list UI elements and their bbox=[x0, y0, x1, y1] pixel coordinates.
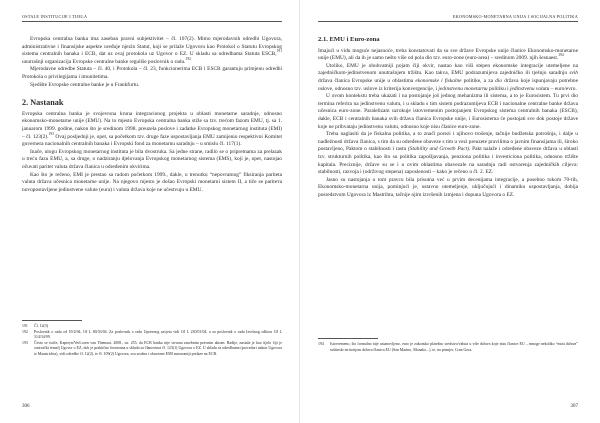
right-page bbox=[300, 0, 600, 423]
footnote: 194 Istovremeno, što formalno nije ustanovljeno, euro je zakonsko platežno sredstvo/valuta u više država koje nisu članice EU – mnoge nekoliko “mini država” suštinski teritorijom država članica EU (San Marino, Monako...), te, na primjer, Crna Gora. bbox=[318, 342, 578, 352]
right-body bbox=[318, 36, 578, 199]
paragraph: Inače, ulogu Evropskog monetarnog instituta je bila dvostruka. Sa jedne strane, radilo se o pripremama za prelazak u treću fazu EMU, a, sa druge, o nadziranju djelovanja Evropskog monetarnog sistema (EMS), koji je, opet, nastojao očuvati paritet valuta država članica u određenim okvirima. bbox=[22, 148, 282, 170]
paragraph: Jasno su nastojanja u tom pravcu bila prisutna već u prvim decenijama integracije, a posebno tokom 70-tih, Ekonomsko-monetarna unija, pominjući je, ustavno utemeljenje, uključujući i dinamiku uspostavljanja, dobija posredstvom Ugovora iz Mastrihta, tačnije njim izvršenih izmjena i dopuna Ugovora o EZ. bbox=[318, 176, 578, 198]
left-body bbox=[22, 36, 282, 194]
running-head-text: EKONOMSKO-MONETARNA UNIJA I SOCIJALNA POLITIKA bbox=[452, 14, 578, 19]
paragraph: U ovom kontekstu treba ukazati i na postojanje još jednog mehanizma ili sistema, a to je Eurosistem. Tu prvi dio termina referira na jedinstvenu valutu, i u skladu s tim sistem podrazumijeva ECB i nacionalne centralne banke država učesnica euro-zone. Paralelizam uzrokuje istovremenim postojanjem Evropskog sistema centralnih banaka (ESCB), dakle, ECB i centralnih banaka svih država članica Evropske unije, i Eurosistema će postojati sve dok postoje države koje ne prihvataju jedinstvenu valutu, odnosno koje nisu članice euro-zone. bbox=[318, 93, 578, 130]
footnotes-right bbox=[318, 338, 578, 353]
footnote: 192 Poslovnik o radu od 19/2/04, OJ L 80/33/04. Za poslovnik o radu Upravnog savjeta vidi OJ L 230/01/04, a za poslovnik o radu Izvršnog odbora OJ L 314/34/99. bbox=[22, 329, 282, 340]
footnotes-left bbox=[22, 320, 282, 358]
footnote-divider bbox=[22, 320, 82, 321]
section-heading: 2. Nastanak bbox=[22, 98, 64, 108]
page-number-left: 306 bbox=[22, 404, 30, 409]
running-head-right bbox=[318, 14, 578, 22]
paragraph: Utoliko, EMU je obuhvatniji pojam čiji okvir, nastao kao viši stepen ekonomske integracije utemeljene na zajedničkom-jedinstvenom unutrašnjem tržištu. Kao takva, EMU podrazumijeva zajedničko ili tješnjo saradnju svih država članica Evropske unije u oblastima ekonomske i fiskalne politike, a za dio država koje ispunjavaju potrebne uslove, odnosno tzv. uslove iz kriterija konvergencije, i jedinstvenu monetarnu politiku i jedinstvenu valutu – euro/evro. bbox=[318, 62, 579, 92]
footnote-divider bbox=[318, 338, 378, 339]
paragraph: Sjedište Evropske centralne banke je u Frankfurtu. bbox=[30, 81, 140, 88]
footnote-ref: 194 bbox=[558, 53, 564, 58]
footnote: 193 Često se ističe, Kapteyn/VerLoren van Themaat, 2008., str. 255, da ECB banka nije stvarna zasebnim pravnim aktom. Radije, nastala je kao tijelo čiji je osnivački temelj Ugovor o EZ, dok je praktično formirana u skladu sa članovima čl. 123(1) Ugovora o EZ. U skladu sa odredbama (proceduri nakon Ugovora iz Maastrichta), vidi odredbe čl. 12(2), te čl. 109(2) Ugovora, sva srodna i obavezne EMI autonomiji prelaze na ECB. bbox=[22, 340, 282, 356]
footnote-ref: 193 bbox=[48, 131, 54, 136]
footnote-ref: 191 bbox=[276, 49, 282, 54]
paragraph: Evropska centralna banka ima zaseban pravni subjektivitet – čl. 107(2). Mimo mjerodavnih odredbi Ugovora, administrativne i finansijske aspekte uređuje njezin Statut, koji se prilaže Ugovoru kao Protokol o Statutu Evropskog sistema centralnih banaka i ECB, dat uz ovaj protokola uz Ugovor o EZ. U skladu sa odredbama Statuta ESCB,$^{191}$ unutrašnji organizacija Evropske centralne banke regulišе poslovnik o radu.$^{192}$ bbox=[22, 36, 282, 65]
paragraph: Treba naglasiti da je fiskalna politika, a to znači porezi i njihovo trošenje, tačnije budžetska potrošnja, i dalje u nadležnosti država članica, s tim da su određene obaveze s tim u vezi preuzete pravilima o javnim finansijama ili, široko postavljeno, Paktom o stabilnosti i rastu (Stability and Growth Pact). Pakt nalaže i određene obaveze država u oblasti tzv. strukturnih politika, kao što su politika zapošljavanja, penziona politika i investiciona politika, odnosno tržište kapitala. Preciznije, države su se i u ovim oblastima obavezale na saradnju radi ostvarenja zajedničkih ciljeva: stabilnosti, razvoja i (održivog stepena) zaposlenosti – kako je rečeno u čl. 2. EZ. bbox=[318, 131, 579, 176]
paragraph: Evropska centralna banka je svojevrsna kruna integracionog projekta u oblasti monetarne saradnje, odnosno ekonomsko-monetarne unije (EMU). Na to mjesto Evropska centralna banka stiže sa tzv. trećom fazom EMU, tj. sa 1. januarom 1999. godine, nakon što je sredinom 1998. preuzela poslove i zadatke Evropskog monetarnog instituta (EMI) – čl. 123(2).$^{193}$ Ovaj posljednji je, opet, sa početkom tzv. druge faze uspostavljanja EMU zamijenio respektivni Komitet guvernera nacionalnih centralnih banaka i Evropski fond za monetarnu saradnju – u smislu čl. 117(1). bbox=[22, 110, 282, 148]
running-head-text: OSTALE INSTITUCIJE I TIJELA bbox=[22, 14, 88, 19]
section-heading: 2.1. EMU i Euro-zona bbox=[318, 36, 380, 43]
paragraph: Mjerodavne odredbe Statuta – čl. 40, i Protokola – čl. 23, funkcionerima ECB i ESCB garantuju primjenu odredbi Protokola o privilegijama i imunitetima. bbox=[22, 66, 282, 80]
paragraph: Imajući u vidu moguće nejasnoće, treba konstatovati da su sve države Evropske unije članice Ekonomsko-monetarne unije (EMU), ali da ih je samo nešto više od pola dio tzv. euro-zone (euro-area) – sredinom 2009. njih šesnaest.$^{194}$ bbox=[318, 47, 578, 62]
running-head-left bbox=[22, 14, 282, 22]
paragraph: Kao što je rečeno, EMI je prestao sa radom početkom 1999., dakle, u trenutku “nepovratnog” fiksiranja pariteta valuta država učesnica monetarne unije. Na njegovo mjesto je došao Evropski monetarni sistem II, a tiče se paritета novopostavljene jedinstvene valute (eura) i valuta država koje ne učestvuju u EMU. bbox=[22, 171, 282, 193]
footnote: 191 Čl. 12(3) bbox=[22, 324, 49, 328]
page-number-right: 307 bbox=[570, 404, 578, 409]
footnote-ref: 192 bbox=[185, 56, 191, 61]
